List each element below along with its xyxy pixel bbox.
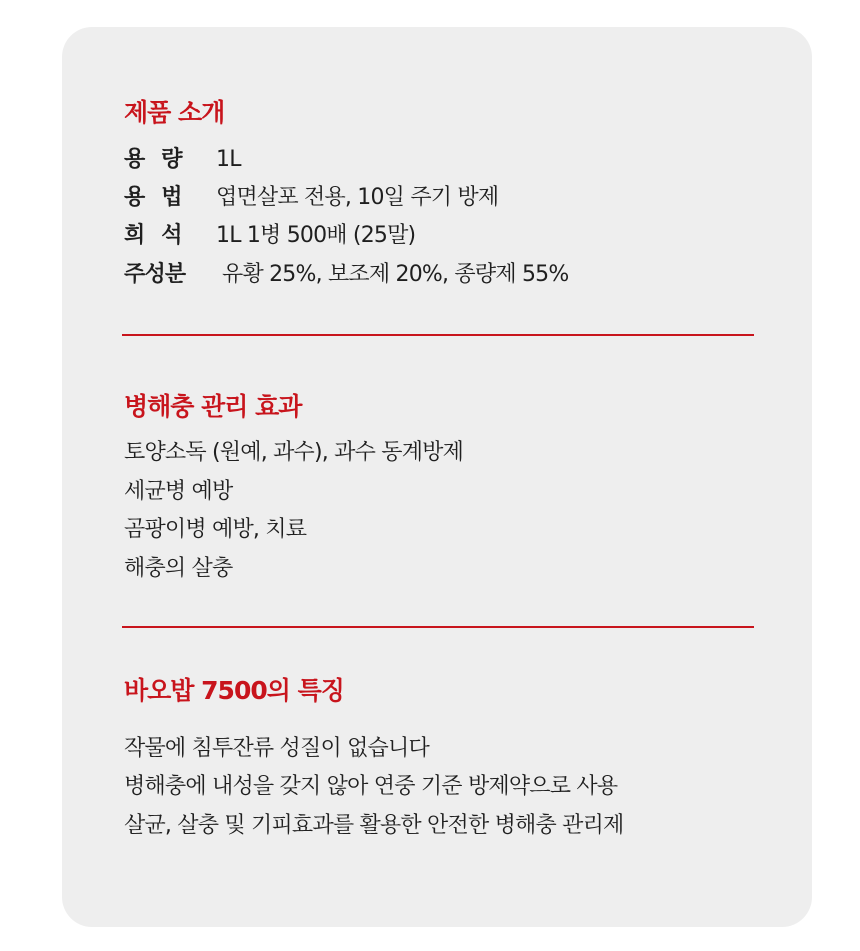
spec-label: 희석 <box>124 223 199 248</box>
section-divider <box>122 626 754 628</box>
spec-label: 용법 <box>124 185 199 210</box>
effect-item: 곰팡이병 예방, 치료 <box>124 517 307 542</box>
effect-item: 토양소독 (원예, 과수), 과수 동계방제 <box>124 440 464 465</box>
feature-item: 살균, 살충 및 기피효과를 활용한 안전한 병해충 관리제 <box>124 813 624 838</box>
spec-label: 주성분 <box>124 262 186 287</box>
spec-row-dilution <box>124 220 415 252</box>
spec-value: 엽면살포 전용, 10일 주기 방제 <box>216 185 499 210</box>
feature-item: 병해충에 내성을 갖지 않아 연중 기준 방제약으로 사용 <box>124 774 618 799</box>
spec-value: 1L 1병 500배 (25말) <box>216 223 416 248</box>
spec-row-ingredients <box>124 259 568 291</box>
spec-value: 유황 25%, 보조제 20%, 종량제 55% <box>222 262 569 287</box>
effect-item: 세균병 예방 <box>124 479 233 504</box>
spec-row-volume <box>124 144 241 176</box>
section-title-effects: 병해충 관리 효과 <box>124 392 302 421</box>
section-divider <box>122 334 754 336</box>
effect-item: 해충의 살충 <box>124 556 233 581</box>
spec-value: 1L <box>216 147 241 172</box>
spec-label: 용량 <box>124 147 199 172</box>
section-title-intro: 제품 소개 <box>124 98 225 127</box>
section-title-features: 바오밥 7500의 특징 <box>124 676 344 705</box>
spec-row-usage <box>124 182 498 214</box>
feature-item: 작물에 침투잔류 성질이 없습니다 <box>124 736 429 761</box>
product-info-card <box>62 27 812 927</box>
